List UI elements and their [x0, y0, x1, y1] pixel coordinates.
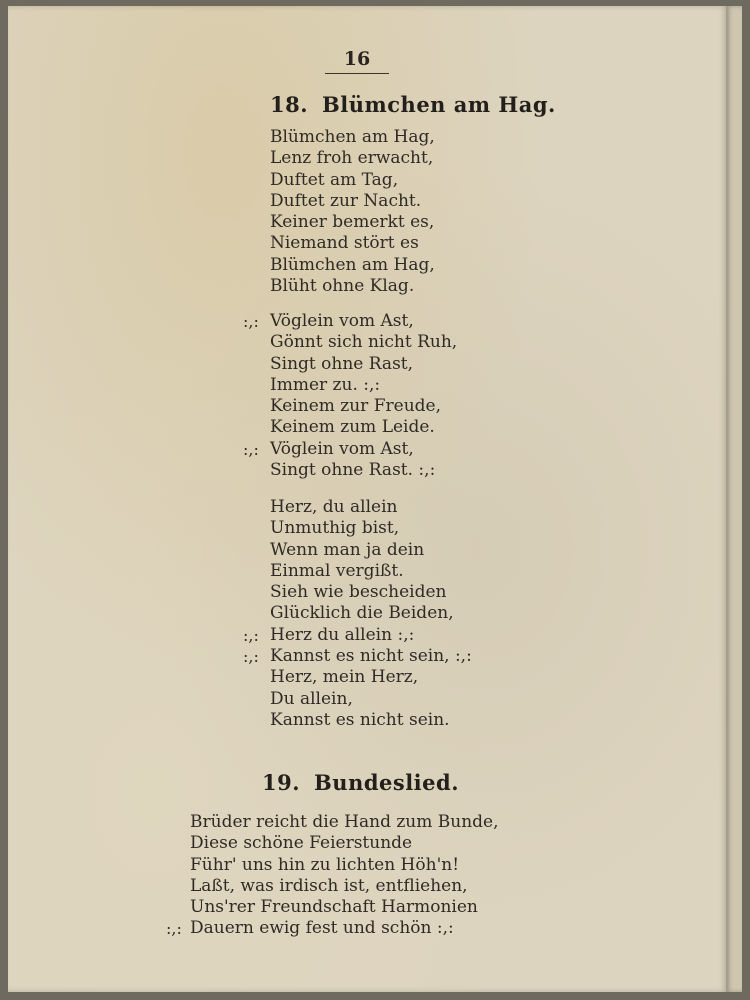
verse-line: :,: Vöglein vom Ast, — [243, 438, 414, 459]
verse-line: :,: Herz du allein :,: — [243, 624, 415, 645]
song-title-text: Bundeslied. — [314, 770, 460, 795]
verse-line: Gönnt sich nicht Ruh, — [270, 332, 458, 353]
verse-line: Sieh wie bescheiden — [270, 582, 447, 603]
song-title — [262, 770, 459, 795]
verse-line: Blümchen am Hag, — [270, 254, 435, 275]
verse-line: Brüder reicht die Hand zum Bunde, — [190, 812, 499, 832]
verse-line: Duftet am Tag, — [270, 169, 399, 190]
verse-line: Niemand stört es — [270, 233, 419, 254]
verse-line: Wenn man ja dein — [270, 539, 425, 560]
verse-line: Herz, mein Herz, — [270, 667, 419, 688]
song-number: 18. — [270, 92, 309, 117]
repeat-mark: :,: — [243, 647, 259, 667]
verse-line: Keinem zum Leide. — [270, 417, 435, 438]
verse-line: Führ' uns hin zu lichten Höh'n! — [190, 854, 460, 875]
verse-line: Duftet zur Nacht. — [270, 190, 422, 211]
verse-line: Du allein, — [270, 688, 353, 709]
stanza — [243, 311, 458, 481]
repeat-mark: :,: — [243, 625, 259, 645]
song-title — [270, 92, 556, 117]
verse-line: Singt ohne Rast. :,: — [270, 460, 436, 481]
verse-line: Lenz froh erwacht, — [270, 148, 434, 169]
page-number: 16 — [325, 48, 389, 74]
stanza — [166, 812, 499, 940]
verse-line: Blüht ohne Klag. — [270, 276, 415, 297]
stanza — [243, 497, 472, 731]
song-number: 19. — [262, 770, 301, 795]
verse-line: Uns'rer Freundschaft Harmonien — [190, 897, 478, 918]
page-edge — [726, 6, 742, 992]
verse-line: Keinem zur Freude, — [270, 396, 441, 417]
verse-line: Glücklich die Beiden, — [270, 603, 454, 624]
song-title-text: Blümchen am Hag. — [322, 92, 556, 117]
verse-line: Herz, du allein — [270, 497, 398, 517]
verse-line: :,: Vöglein vom Ast, — [243, 311, 414, 331]
repeat-mark: :,: — [243, 312, 259, 331]
stanza — [270, 127, 435, 297]
verse-line: Keiner bemerkt es, — [270, 212, 435, 233]
verse-line: Diese schöne Feierstunde — [190, 833, 413, 854]
repeat-mark: :,: — [243, 439, 259, 459]
verse-line: Laßt, was irdisch ist, entfliehen, — [190, 875, 468, 896]
verse-line: :,: Dauern ewig fest und schön :,: — [166, 918, 454, 939]
verse-line: Einmal vergißt. — [270, 560, 404, 581]
verse-line: :,: Kannst es nicht sein, :,: — [243, 646, 472, 667]
verse-line: Singt ohne Rast, — [270, 353, 414, 374]
verse-line: Kannst es nicht sein. — [270, 709, 450, 730]
verse-line: Blümchen am Hag, — [270, 127, 435, 147]
verse-line: Unmuthig bist, — [270, 518, 400, 539]
repeat-mark: :,: — [166, 919, 182, 939]
verse-line: Immer zu. :,: — [270, 374, 381, 395]
